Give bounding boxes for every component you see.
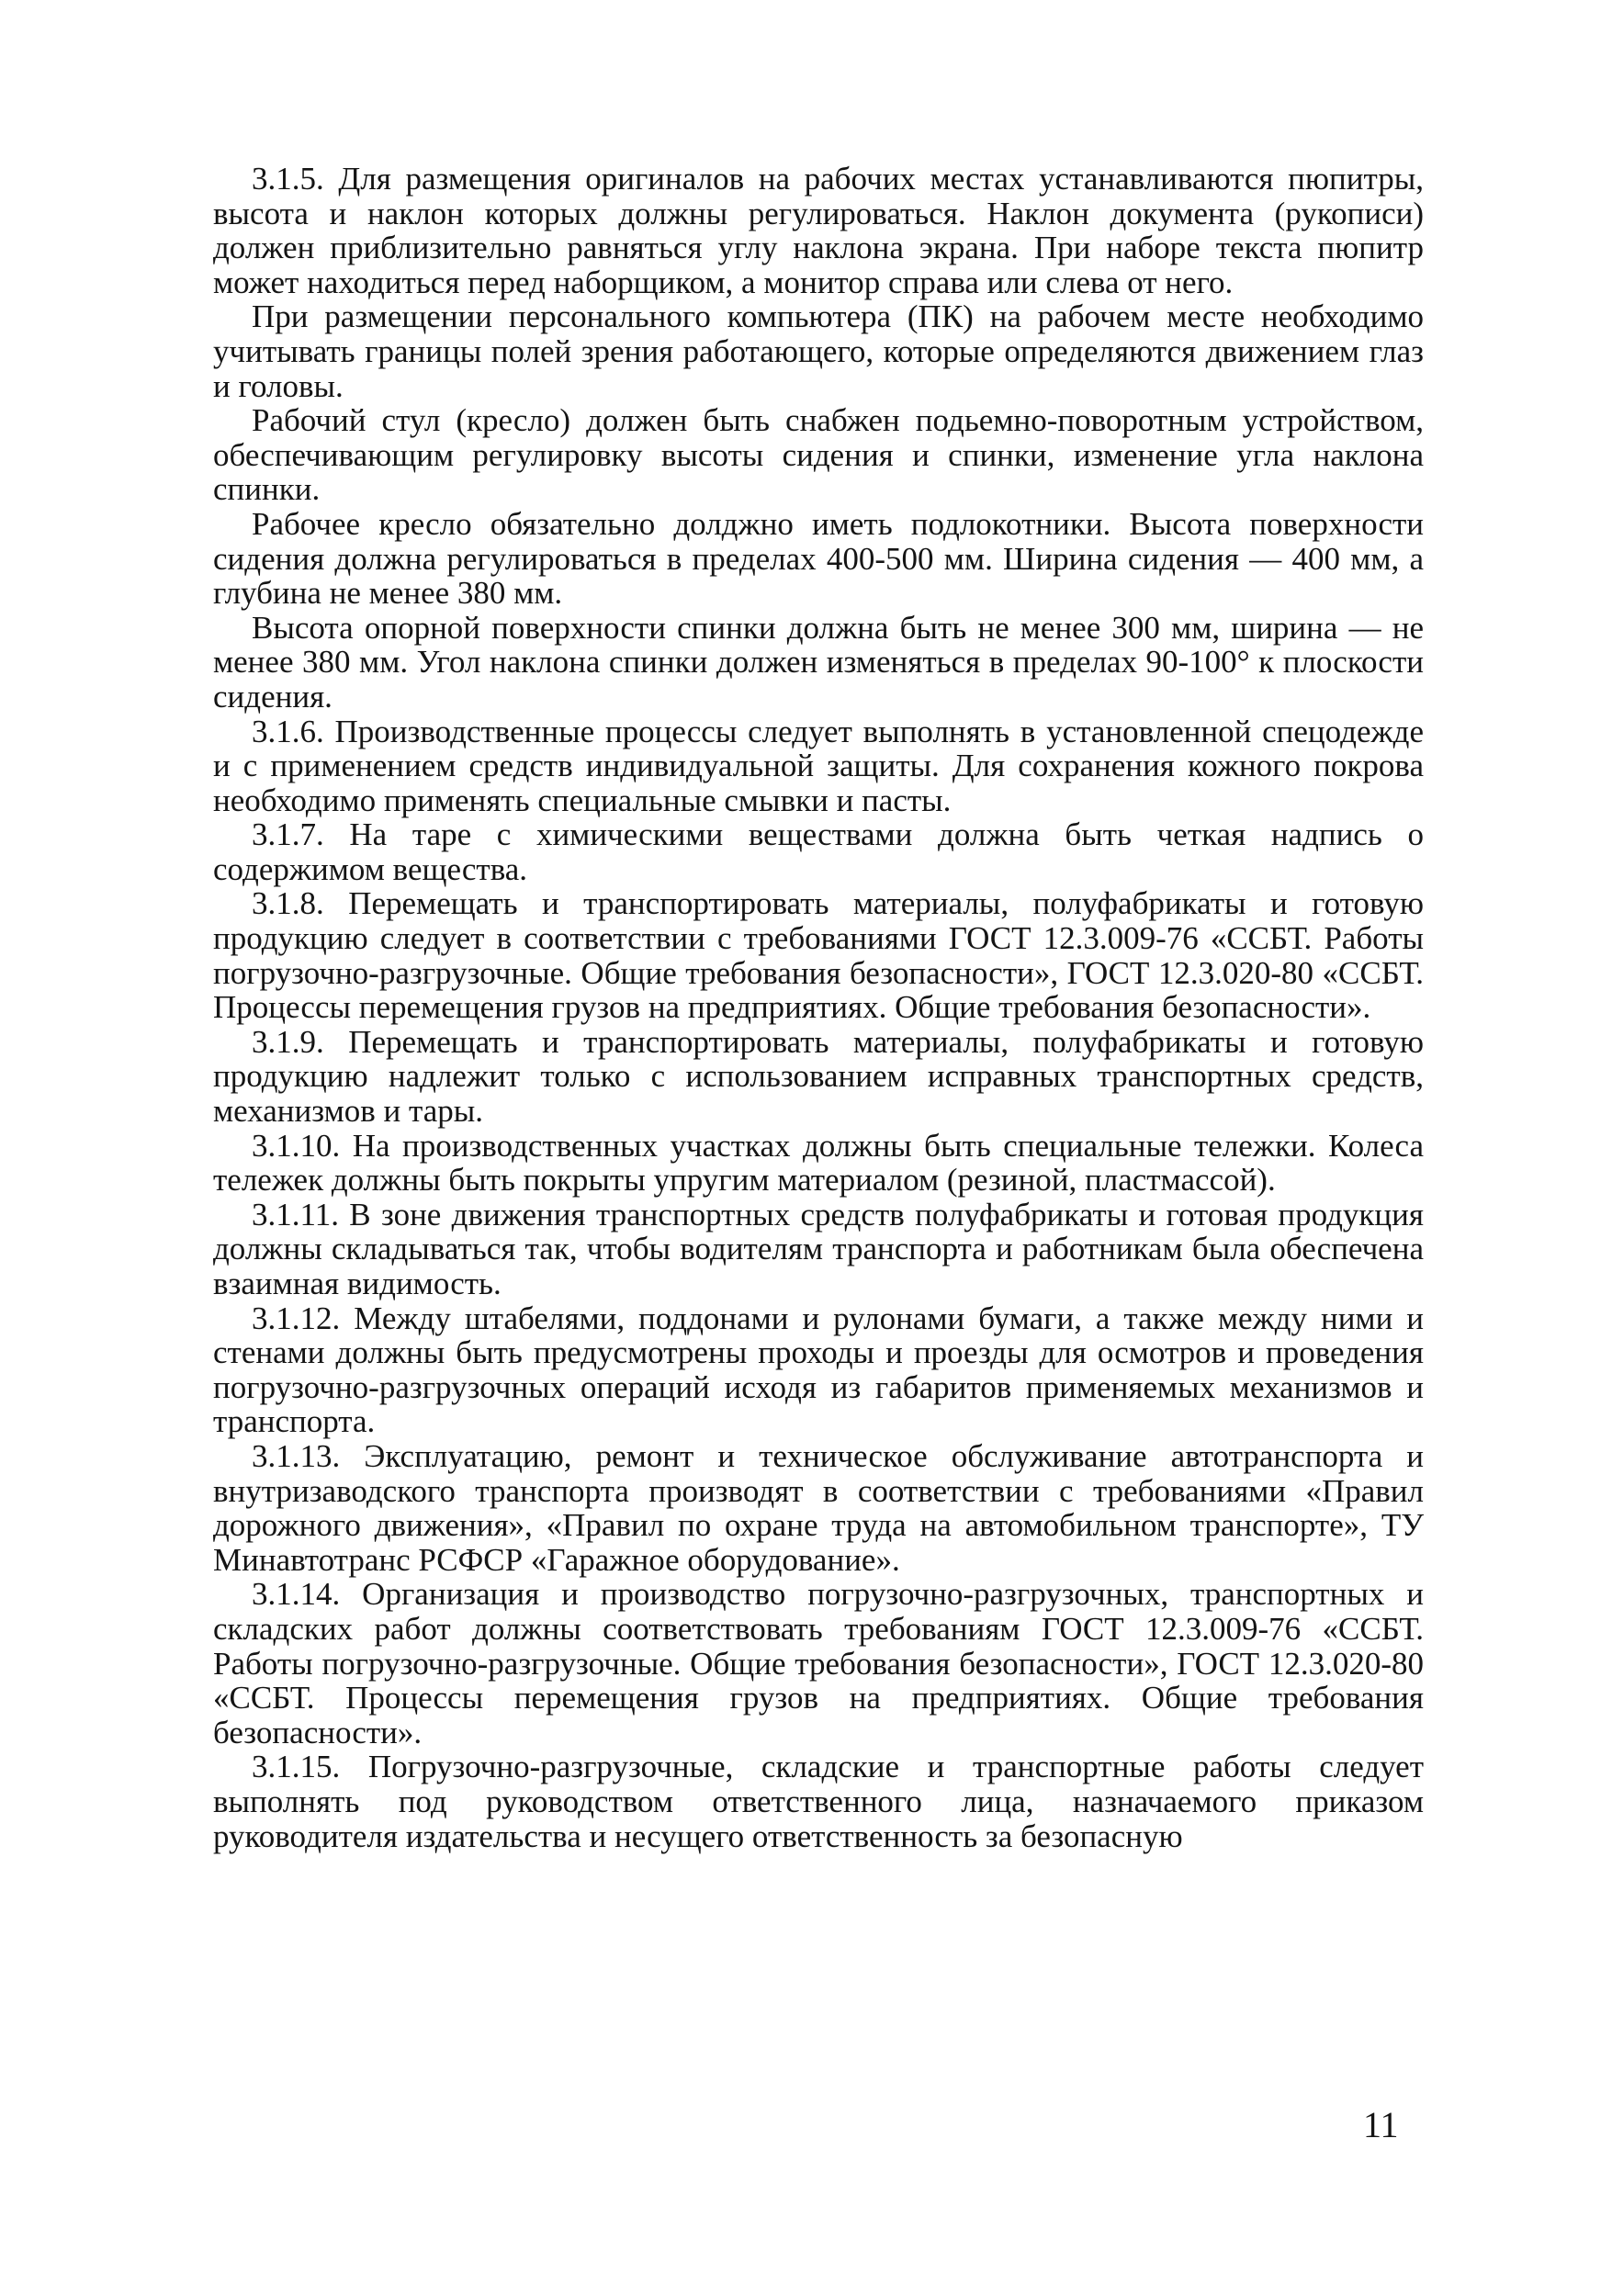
paragraph-work-chair: Рабочий стул (кресло) должен быть снабжен подьемно-поворотным устройством, обеспечивающим регулировку высоты сидения и спинки, изменение угла наклона спинки. [213,402,1424,508]
paragraph-3-1-12: 3.1.12. Между штабелями, поддонами и рулонами бумаги, а также между ними и стенами должны быть предусмотрены проходы и проезды для осмотров и проведения погрузочно-разгрузочных операций исходя из габаритов применяемых механизмов и транспорта. [213,1300,1424,1440]
paragraph-3-1-7: 3.1.7. На таре с химическими веществами должна быть четкая надпись о содержимом вещества. [213,816,1424,887]
paragraph-3-1-15: 3.1.15. Погрузочно-разгрузочные, складские и транспортные работы следует выполнять под руководством ответственного лица, назначаемого приказом руководителя издательства и несущего ответственность за безопасную [213,1749,1424,1854]
page-number: 11 [1363,2104,1399,2145]
paragraph-backrest: Высота опорной поверхности спинки должна быть не менее 300 мм, ширина — не менее 380 мм. Угол наклона спинки должен изменяться в пределах 90-100° к плоскости сидения. [213,609,1424,715]
paragraph-3-1-6: 3.1.6. Производственные процессы следует выполнять в установленной спецодежде и с применением средств индивидуальной защиты. Для сохранения кожного покрова необходимо применять специальные смывки и пасты. [213,713,1424,818]
paragraph-pc-placement: При размещении персонального компьютера (ПК) на рабочем месте необходимо учитывать границы полей зрения работающего, которые определяются движением глаз и головы. [213,298,1424,404]
paragraph-3-1-13: 3.1.13. Эксплуатацию, ремонт и техническое обслуживание автотранспорта и внутризаводского транспорта производят в соответствии с требованиями «Правил дорожного движения», «Правил по охране труда на автомобильном транспорте», ТУ Минавтотранс РСФСР «Гаражное оборудование». [213,1437,1424,1578]
paragraph-3-1-8: 3.1.8. Перемещать и транспортировать материалы, полуфабрикаты и готовую продукцию следует в соответствии с требованиями ГОСТ 12.3.009-76 «ССБТ. Работы погрузочно-разгрузочные. Общие требования безопасности», ГОСТ 12.3.020-80 «ССБТ. Процессы перемещения грузов на предприятиях. Общие требования безопасности». [213,885,1424,1026]
paragraph-armrests: Рабочее кресло обязательно долджно иметь подлокотники. Высота поверхности сидения должна регулироваться в пределах 400-500 мм. Ширина сидения — 400 мм, а глубина не менее 380 мм. [213,505,1424,612]
body-text [213,162,1424,1853]
paragraph-3-1-10: 3.1.10. На производственных участках должны быть специальные тележки. Колеса тележек должны быть покрыты упругим материалом (резиной, пластмассой). [213,1127,1424,1199]
paragraph-3-1-14: 3.1.14. Организация и производство погрузочно-разгрузочных, транспортных и складских работ должны соответствовать требованиям ГОСТ 12.3.009-76 «ССБТ. Работы погрузочно-разгрузочные. Общие требования безопасности», ГОСТ 12.3.020-80 «ССБТ. Процессы перемещения грузов на предприятиях. Общие требования безопасности». [213,1576,1424,1750]
paragraph-3-1-9: 3.1.9. Перемещать и транспортировать материалы, полуфабрикаты и готовую продукцию надлежит только с использованием исправных транспортных средств, механизмов и тары. [213,1023,1424,1130]
paragraph-3-1-5: 3.1.5. Для размещения оригиналов на рабочих местах устанавливаются пюпитры, высота и наклон которых должны регулироваться. Наклон документа (рукописи) должен приблизительно равняться углу наклона экрана. При наборе текста пюпитр может находиться перед наборщиком, а монитор справа или слева от него. [213,161,1424,300]
paragraph-3-1-11: 3.1.11. В зоне движения транспортных средств полуфабрикаты и готовая продукция должны складываться так, чтобы водителям транспорта и работникам была обеспечена взаимная видимость. [213,1196,1424,1301]
